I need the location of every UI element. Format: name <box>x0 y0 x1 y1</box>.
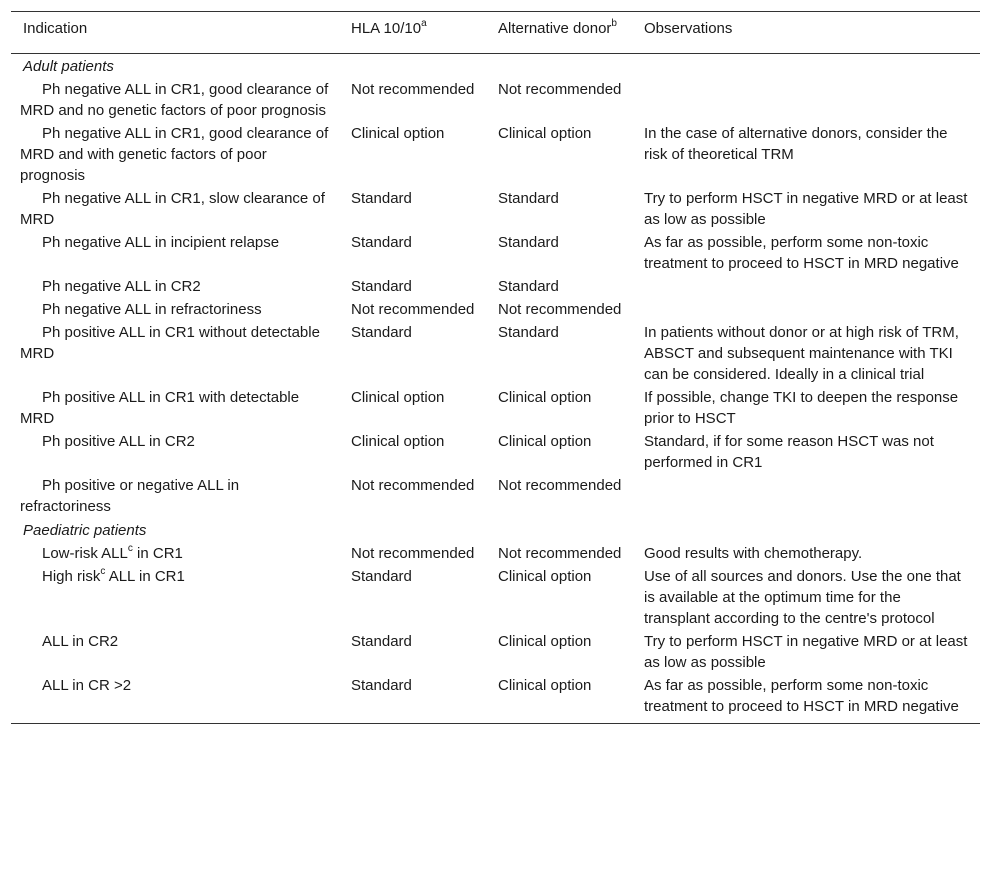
group-label: Adult patients <box>23 58 114 75</box>
alternative-donor-cell: Clinical option <box>498 677 592 694</box>
header-alternative-donor: Alternative donor$^b$ <box>488 12 634 54</box>
observations-cell: Try to perform HSCT in negative MRD or at least as low as possible <box>644 190 968 228</box>
observations-cell: Use of all sources and donors. Use the one that is available at the optimum time for the transplant according to the centre's protocol <box>644 568 961 627</box>
table-row <box>11 474 980 518</box>
hla-cell: Not recommended <box>351 545 475 562</box>
indication-cell: Ph positive ALL in CR1 without detectable MRD <box>20 324 320 362</box>
alternative-donor-cell: Standard <box>498 324 559 341</box>
table-row <box>11 542 980 565</box>
table-header <box>11 12 980 54</box>
alternative-donor-cell: Not recommended <box>498 81 622 98</box>
table-row <box>11 565 980 630</box>
table-row <box>11 430 980 474</box>
observations-cell: As far as possible, perform some non-toxic treatment to proceed to HSCT in MRD negative <box>644 234 959 272</box>
footnote-marker: b <box>611 18 617 29</box>
observations-cell: If possible, change TKI to deepen the response prior to HSCT <box>644 389 959 427</box>
table-row <box>11 298 980 321</box>
table-row <box>11 630 980 674</box>
table-row <box>11 275 980 298</box>
table-row <box>11 386 980 430</box>
hla-cell: Clinical option <box>351 389 445 406</box>
observations-cell: Good results with chemotherapy. <box>644 545 863 562</box>
group-row <box>11 518 980 542</box>
observations-cell: Try to perform HSCT in negative MRD or at least as low as possible <box>644 633 968 671</box>
observations-cell: As far as possible, perform some non-toxic treatment to proceed to HSCT in MRD negative <box>644 677 959 715</box>
footnote-marker: c <box>127 543 133 554</box>
indication-cell: ALL in CR2 <box>42 633 119 650</box>
indication-cell: Ph negative ALL in CR2 <box>42 278 201 295</box>
indication-cell: Ph negative ALL in CR1, slow clearance of MRD <box>20 190 325 228</box>
alternative-donor-cell: Clinical option <box>498 568 592 585</box>
alternative-donor-cell: Standard <box>498 190 559 207</box>
header-observations: Observations <box>634 12 980 54</box>
footnote-marker: c <box>100 566 106 577</box>
indication-cell: High risk$^c$ ALL in CR1 <box>42 566 185 585</box>
hla-cell: Clinical option <box>351 125 445 142</box>
hla-cell: Standard <box>351 324 412 341</box>
indication-cell: Low-risk ALL$^c$ in CR1 <box>42 543 183 562</box>
hla-cell: Not recommended <box>351 477 475 494</box>
observations-cell <box>634 298 980 321</box>
header-indication: Indication <box>11 12 341 54</box>
indication-cell: ALL in CR >2 <box>42 677 132 694</box>
hla-cell: Standard <box>351 568 412 585</box>
indication-cell: Ph positive or negative ALL in refractoriness <box>20 477 240 515</box>
hla-cell: Standard <box>351 190 412 207</box>
indication-cell: Ph negative ALL in incipient relapse <box>42 234 280 251</box>
alternative-donor-cell: Clinical option <box>498 125 592 142</box>
hla-cell: Not recommended <box>351 81 475 98</box>
table-row <box>11 674 980 724</box>
table-bottom-rule <box>11 724 980 725</box>
indication-cell: Ph positive ALL in CR2 <box>42 433 195 450</box>
observations-cell <box>634 474 980 518</box>
indication-cell: Ph negative ALL in refractoriness <box>42 301 262 318</box>
header-row <box>11 12 980 54</box>
alternative-donor-cell: Clinical option <box>498 633 592 650</box>
alternative-donor-cell: Clinical option <box>498 433 592 450</box>
alternative-donor-cell: Standard <box>498 278 559 295</box>
table-row <box>11 122 980 187</box>
table-row <box>11 78 980 122</box>
hla-cell: Standard <box>351 278 412 295</box>
hla-cell: Standard <box>351 633 412 650</box>
hla-cell: Standard <box>351 234 412 251</box>
observations-cell <box>634 78 980 122</box>
alternative-donor-cell: Not recommended <box>498 545 622 562</box>
hla-cell: Clinical option <box>351 433 445 450</box>
table-row <box>11 187 980 231</box>
observations-cell: In the case of alternative donors, consider the risk of theoretical TRM <box>644 125 948 163</box>
group-label: Paediatric patients <box>23 522 147 539</box>
alternative-donor-cell: Standard <box>498 234 559 251</box>
hla-cell: Not recommended <box>351 301 475 318</box>
table-row <box>11 231 980 275</box>
indication-cell: Ph negative ALL in CR1, good clearance of MRD and no genetic factors of poor prognosis <box>20 81 329 119</box>
hla-cell: Standard <box>351 677 412 694</box>
observations-cell: Standard, if for some reason HSCT was not performed in CR1 <box>644 433 934 471</box>
table-body <box>11 54 980 724</box>
footnote-marker: a <box>421 18 427 29</box>
alternative-donor-cell: Clinical option <box>498 389 592 406</box>
group-row <box>11 54 980 79</box>
observations-cell <box>634 275 980 298</box>
indication-cell: Ph negative ALL in CR1, good clearance of MRD and with genetic factors of poor prognosis <box>20 125 329 184</box>
alternative-donor-cell: Not recommended <box>498 301 622 318</box>
observations-cell: In patients without donor or at high risk of TRM, ABSCT and subsequent maintenance with TKI can be considered. Ideally in a clinical trial <box>644 324 959 383</box>
indication-cell: Ph positive ALL in CR1 with detectable MRD <box>20 389 300 427</box>
header-hla: HLA 10/10$^a$ <box>341 12 488 54</box>
alternative-donor-cell: Not recommended <box>498 477 622 494</box>
table-row <box>11 321 980 386</box>
hsct-indications-table <box>11 11 980 724</box>
